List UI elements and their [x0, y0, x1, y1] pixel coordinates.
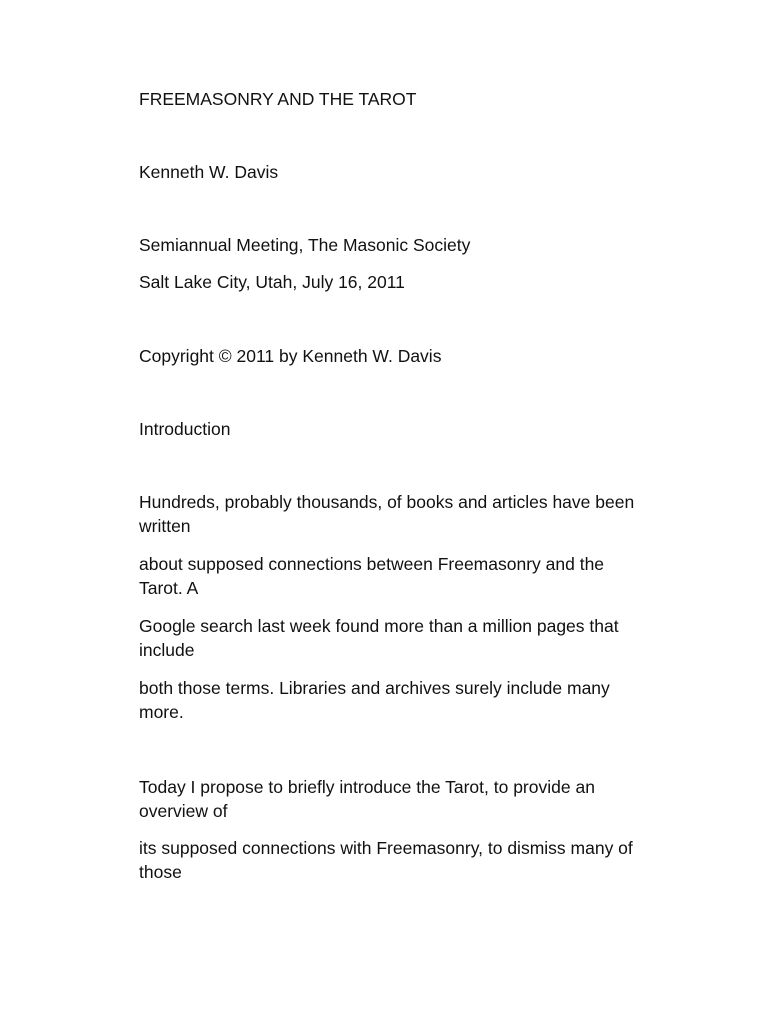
paragraph-line: Today I propose to briefly introduce the Tarot, to provide an overview of — [139, 777, 595, 821]
paragraph-line: about supposed connections between Freemasonry and the Tarot. A — [139, 554, 605, 598]
paragraph-line: Google search last week found more than a million pages that include — [139, 616, 619, 660]
paragraph-line: its supposed connections with Freemasonry, to dismiss many of those — [139, 838, 633, 882]
document-title: FREEMASONRY AND THE TAROT — [139, 89, 417, 109]
section-heading: Introduction — [139, 419, 231, 439]
paragraph-line: both those terms. Libraries and archives surely include many more. — [139, 678, 610, 722]
copyright-notice: Copyright © 2011 by Kenneth W. Davis — [139, 346, 442, 366]
event-location-date: Salt Lake City, Utah, July 16, 2011 — [139, 272, 405, 292]
paragraph-line: Hundreds, probably thousands, of books and articles have been written — [139, 492, 635, 536]
author-name: Kenneth W. Davis — [139, 162, 279, 182]
event-name: Semiannual Meeting, The Masonic Society — [139, 235, 471, 255]
